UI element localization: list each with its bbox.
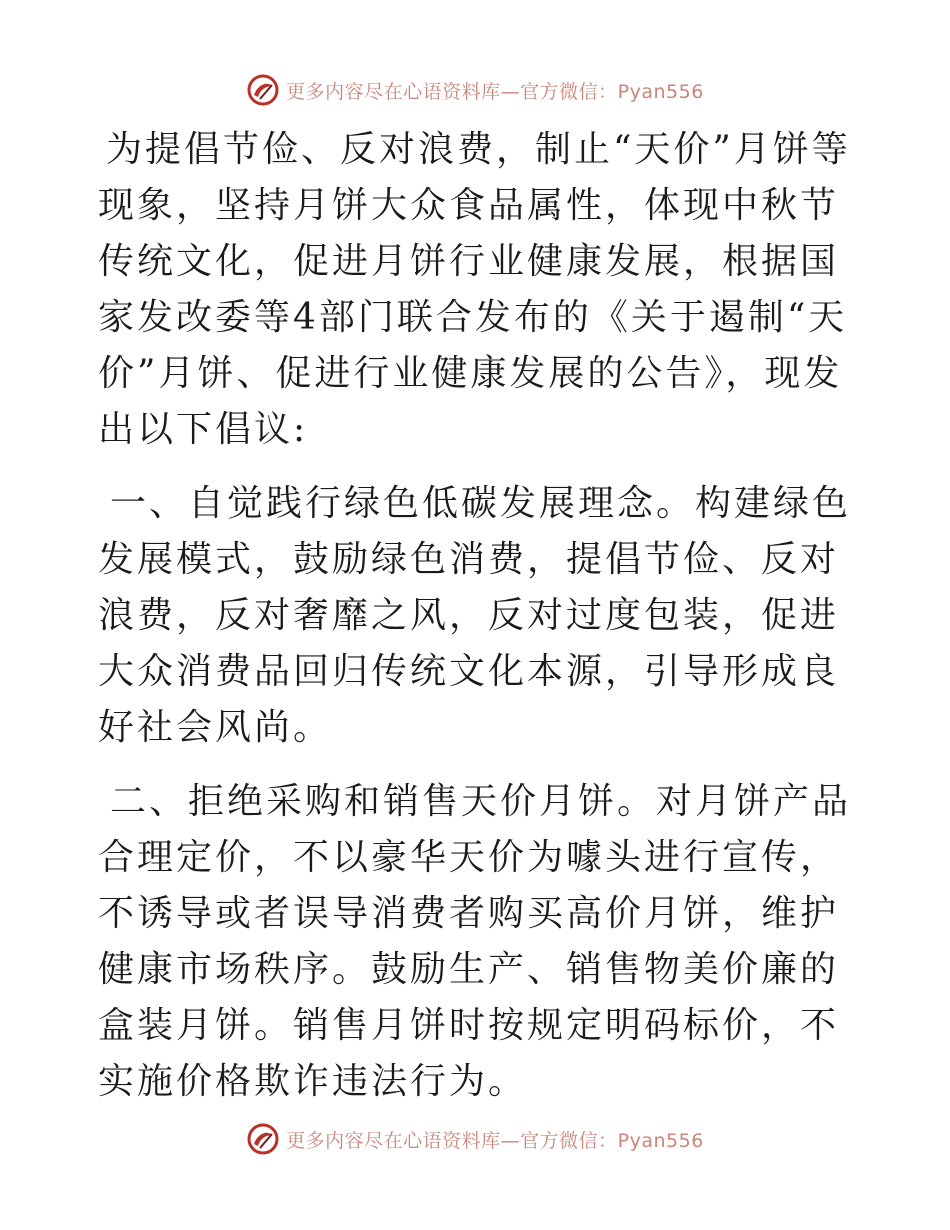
header-banner (0, 68, 950, 112)
footer-banner-text: 更多内容尽在心语资料库—官方微信：Pyan556 (286, 1129, 704, 1152)
red-swirl-logo-icon (246, 1122, 280, 1156)
document-body (98, 122, 858, 1128)
red-swirl-logo-icon (246, 73, 280, 107)
paragraph-item-1: 一、自觉践行绿色低碳发展理念。构建绿色发展模式，鼓励绿色消费，提倡节俭、反对浪费，反对奢靡之风，反对过度包装，促进大众消费品回归传统文化本源，引导形成良好社会风尚。 (98, 483, 852, 748)
paragraph-intro: 为提倡节俭、反对浪费，制止“天价”月饼等现象，坚持月饼大众食品属性，体现中秋节传统文化，促进月饼行业健康发展，根据国家发改委等4部门联合发布的《关于遏制“天价”月饼、促进行业健康发展的公告》，现发出以下倡议: (98, 129, 851, 450)
footer-banner (0, 1117, 950, 1161)
header-banner-text: 更多内容尽在心语资料库—官方微信：Pyan556 (286, 80, 704, 103)
paragraph-item-2: 二、拒绝采购和销售天价月饼。对月饼产品合理定价，不以豪华天价为噱头进行宣传，不诱导或者误导消费者购买高价月饼，维护健康市场秩序。鼓励生产、销售物美价廉的盒装月饼。销售月饼时按规定明码标价，不实施价格欺诈违法行为。 (98, 781, 852, 1102)
